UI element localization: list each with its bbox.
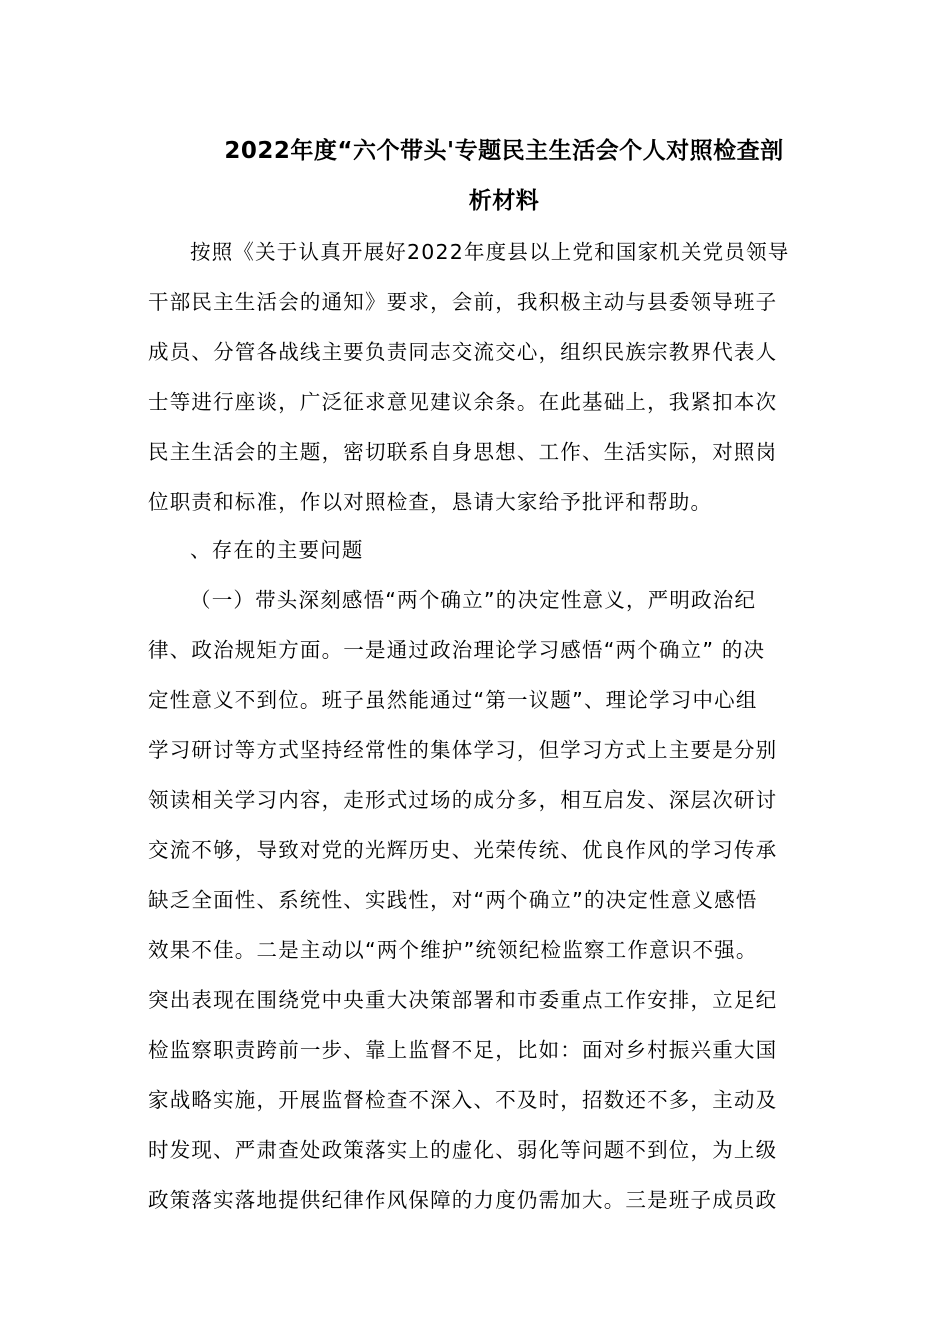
body-line: 效果不佳。二是主动以“两个维护”统领纪检监察工作意识不强。	[148, 938, 758, 962]
body-line: 检监察职责跨前一步、靠上监督不足，比如：面对乡村振兴重大国	[148, 1038, 778, 1062]
body-line: （一）带头深刻感悟“两个确立”的决定性意义，严明政治纪	[190, 588, 757, 612]
body-line: 定性意义不到位。班子虽然能通过“第一议题”、理论学习中心组	[148, 688, 758, 712]
intro-line: 士等进行座谈，广泛征求意见建议余条。在此基础上，我紧扣本次	[148, 390, 778, 414]
intro-line: 干部民主生活会的通知》要求，会前，我积极主动与县委领导班子	[148, 290, 778, 314]
body-line: 时发现、严肃查处政策落实上的虚化、弱化等问题不到位，为上级	[148, 1138, 778, 1162]
body-line: 交流不够，导致对党的光辉历史、光荣传统、优良作风的学习传承	[148, 838, 778, 862]
document-title-line-2: 析材料	[468, 188, 540, 214]
body-line: 政策落实落地提供纪律作风保障的力度仍需加大。三是班子成员政	[148, 1188, 778, 1212]
document-title-line-1: 2022年度“六个带头'专题民主生活会个人对照检查剖	[224, 138, 784, 164]
body-line: 缺乏全面性、系统性、实践性，对“两个确立”的决定性意义感悟	[148, 888, 758, 912]
intro-line: 位职责和标准，作以对照检查，恳请大家给予批评和帮助。	[148, 490, 713, 514]
intro-line: 按照《关于认真开展好2022年度县以上党和国家机关党员领导	[190, 240, 790, 264]
body-line: 家战略实施，开展监督检查不深入、不及时，招数还不多，主动及	[148, 1088, 778, 1112]
body-line: 律、政治规矩方面。一是通过政治理论学习感悟“两个确立” 的决	[148, 638, 766, 662]
body-line: 领读相关学习内容，走形式过场的成分多，相互启发、深层次研讨	[148, 788, 778, 812]
section-heading: 、存在的主要问题	[190, 538, 364, 562]
intro-line: 民主生活会的主题，密切联系自身思想、工作、生活实际，对照岗	[148, 440, 778, 464]
intro-line: 成员、分管各战线主要负责同志交流交心，组织民族宗教界代表人	[148, 340, 778, 364]
body-line: 学习研讨等方式坚持经常性的集体学习，但学习方式上主要是分别	[148, 738, 778, 762]
body-line: 突出表现在围绕党中央重大决策部署和市委重点工作安排，立足纪	[148, 988, 778, 1012]
